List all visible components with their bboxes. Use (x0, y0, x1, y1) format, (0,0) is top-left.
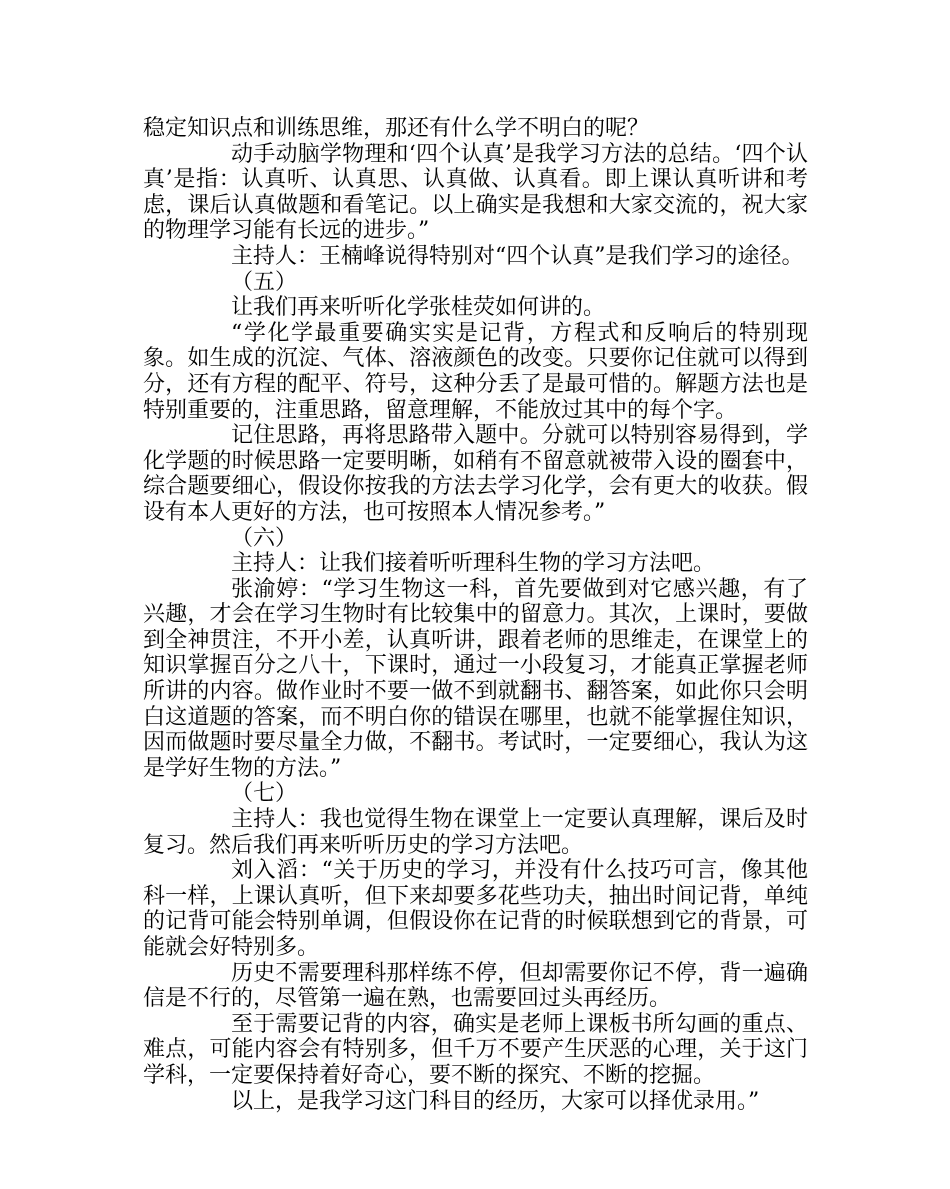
paragraph-15: 至于需要记背的内容，确实是老师上课板书所勾画的重点、难点，可能内容会有特别多，但千万不要产生厌恶的心理，关于这门学科，一定要保持着好奇心，要不断的探究、不断的挖掘。 (143, 1011, 808, 1088)
paragraph-6: “学化学最重要确实实是记背，方程式和反响后的特别现象。如生成的沉淀、气体、溶液颜色的改变。只要你记住就可以得到分，还有方程的配平、符号，这种分丢了是最可惜的。解题方法也是特别重要的，注重思路，留意理解，不能放过其中的每个字。 (143, 320, 808, 423)
paragraph-10: 张渝婷：“学习生物这一科，首先要做到对它感兴趣，有了兴趣，才会在学习生物时有比较集中的留意力。其次，上课时，要做到全神贯注，不开小差，认真听讲，跟着老师的思维走，在课堂上的知识掌握百分之八十，下课时，通过一小段复习，才能真正掌握老师所讲的内容。做作业时不要一做不到就翻书、翻答案，如此你只会明白这道题的答案，而不明白你的错误在哪里，也就不能掌握住知识，因而做题时要尽量全力做，不翻书。考试时，一定要细心，我认为这是学好生物的方法。” (143, 576, 808, 781)
section-heading-6: （六） (231, 525, 298, 551)
section-heading-7: （七） (231, 781, 298, 807)
paragraph-14: 历史不需要理科那样练不停，但却需要你记不停，背一遍确信是不行的，尽管第一遍在熟，也需要回过头再经历。 (143, 960, 808, 1012)
paragraph-12: 主持人：我也觉得生物在课堂上一定要认真理解，课后及时复习。然后我们再来听听历史的学习方法吧。 (143, 807, 808, 858)
paragraph-2: 动手动脑学物理和‘四个认真’是我学习方法的总结。‘四个认真’是指：认真听、认真思、认真做、认真看。即上课认真听讲和考虑，课后认真做题和看笔记。以上确实是我想和大家交流的，祝大家的物理学习能有长远的进步。” (143, 141, 808, 244)
paragraph-9: 主持人：让我们接着听听理科生物的学习方法吧。 (231, 551, 716, 577)
paragraph-13: 刘入滔：“关于历史的学习，并没有什么技巧可言，像其他科一样，上课认真听，但下来却要多花些功夫，抽出时间记背，单纯的记背可能会特别单调，但假设你在记背的时候联想到它的背景，可能就会好特别多。 (143, 858, 808, 960)
paragraph-5: 让我们再来听听化学张桂荧如何讲的。 (231, 295, 606, 321)
section-heading-5: （五） (231, 269, 298, 295)
paragraph-16: 以上，是我学习这门科目的经历，大家可以择优录用。” (231, 1088, 760, 1114)
paragraph-1: 稳定知识点和训练思维，那还有什么学不明白的呢？ (143, 116, 650, 141)
paragraph-3: 主持人：王楠峰说得特别对“四个认真”是我们学习的途径。 (231, 243, 804, 269)
document-page (143, 116, 808, 1114)
paragraph-7: 记住思路，再将思路带入题中。分就可以特别容易得到，学化学题的时候思路一定要明晰，如稍有不留意就被带入设的圈套中，综合题要细心，假设你按我的方法去学习化学，会有更大的收获。假设有本人更好的方法，也可按照本人情况参考。” (143, 423, 808, 525)
